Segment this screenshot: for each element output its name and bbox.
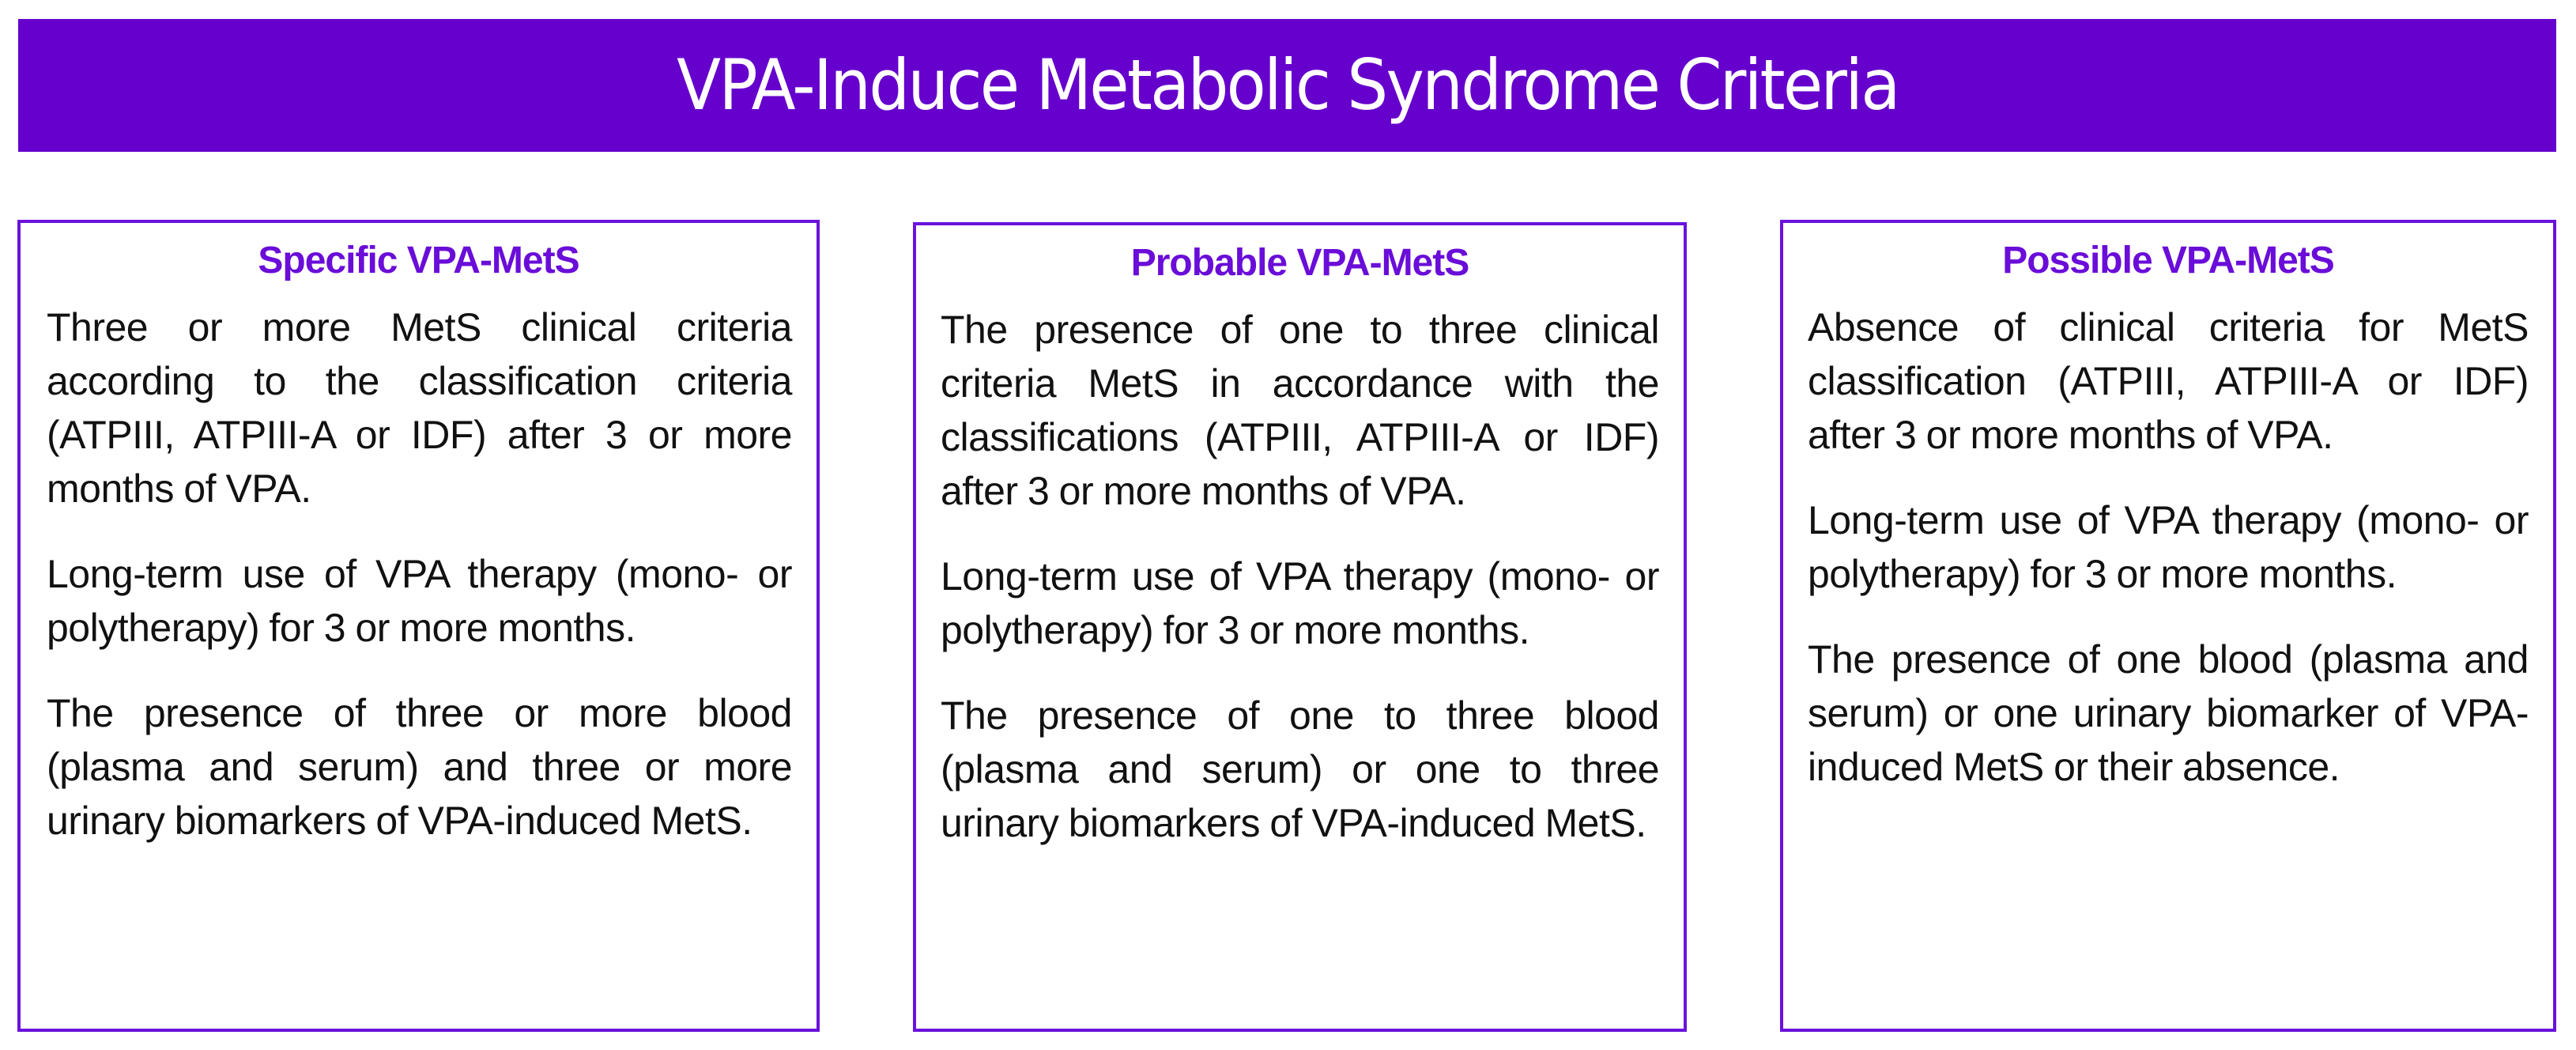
card-probable-vpa-mets xyxy=(913,222,1687,1032)
criterion-biomarkers: The presence of one to three blood (plasma and serum) or one to three urinary biomarkers of VPA-induced MetS. xyxy=(941,693,1659,845)
card-body xyxy=(916,303,1684,850)
card-heading: Specific VPA-MetS xyxy=(258,240,579,281)
criterion-clinical: Three or more MetS clinical criteria according to the classification criteria (ATPIII, ATPIII-A or IDF) after 3 or more months of VPA. xyxy=(47,305,792,511)
criterion-therapy: Long-term use of VPA therapy (mono- or polytherapy) for 3 or more months. xyxy=(941,554,1659,652)
criterion-clinical: Absence of clinical criteria for MetS classification (ATPIII, ATPIII-A or IDF) after 3 or more months of VPA. xyxy=(1808,305,2529,457)
criterion-biomarkers: The presence of three or more blood (plasma and serum) and three or more urinary biomarkers of VPA-induced MetS. xyxy=(47,691,792,843)
title-banner xyxy=(18,19,2556,152)
card-body xyxy=(21,300,817,848)
page-title: VPA-Induce Metabolic Syndrome Criteria xyxy=(676,44,1899,126)
card-body xyxy=(1783,300,2553,794)
card-specific-vpa-mets xyxy=(17,220,820,1032)
criterion-therapy: Long-term use of VPA therapy (mono- or polytherapy) for 3 or more months. xyxy=(1808,498,2529,596)
card-heading: Possible VPA-MetS xyxy=(2002,240,2334,281)
card-heading: Probable VPA-MetS xyxy=(1130,242,1469,284)
criterion-clinical: The presence of one to three clinical criteria MetS in accordance with the classifications (ATPIII, ATPIII-A or IDF) after 3 or more months of VPA. xyxy=(941,308,1659,513)
criterion-therapy: Long-term use of VPA therapy (mono- or polytherapy) for 3 or more months. xyxy=(47,552,792,650)
card-possible-vpa-mets xyxy=(1780,220,2556,1032)
criterion-biomarkers: The presence of one blood (plasma and serum) or one urinary biomarker of VPA-induced MetS or their absence. xyxy=(1808,637,2529,789)
